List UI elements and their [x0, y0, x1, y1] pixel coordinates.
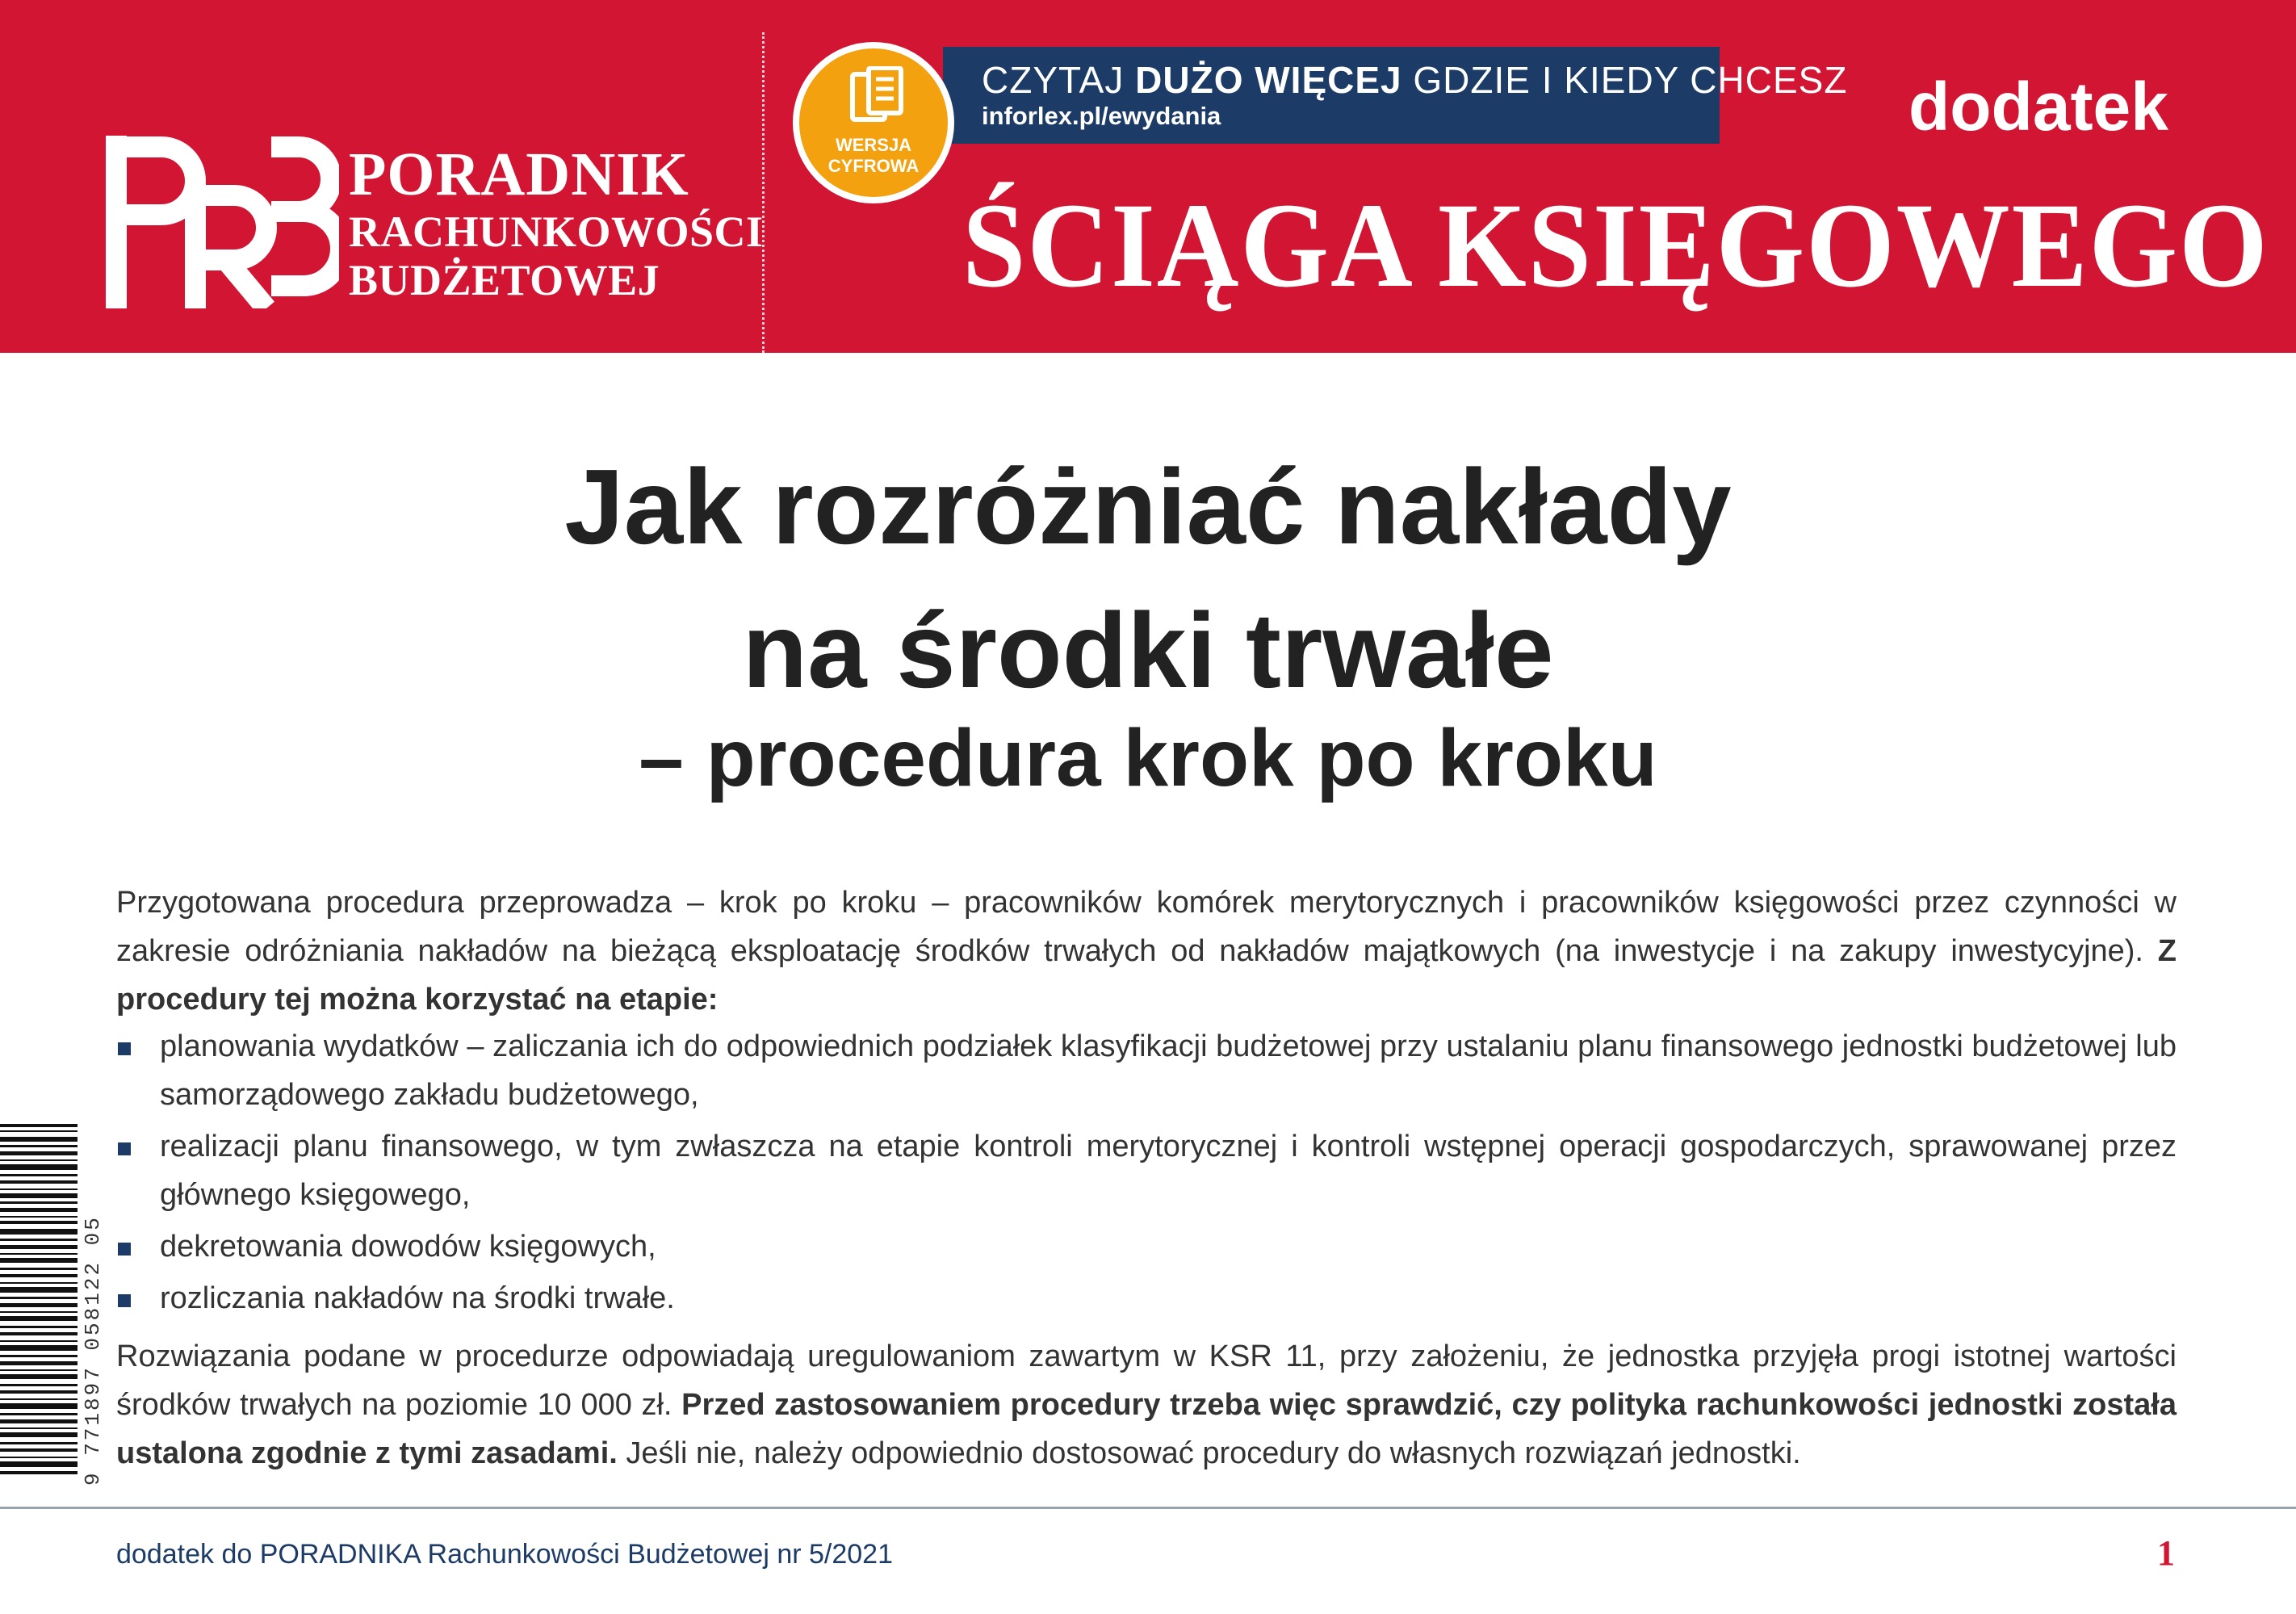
list-item: rozliczania nakładów na środki trwałe. [116, 1274, 2177, 1323]
list-item: dekretowania dowodów księgowych, [116, 1222, 2177, 1271]
promo-url-link[interactable]: inforlex.pl/ewydania [982, 102, 1221, 130]
header-divider [762, 32, 765, 353]
bullet-square-icon [118, 1294, 131, 1307]
document-pages-icon [849, 66, 906, 131]
supplement-label: dodatek [1908, 69, 2168, 145]
logo-line-3: BUDŻETOWEJ [349, 256, 660, 304]
stage-list [116, 1022, 2177, 1326]
bullet-square-icon [118, 1042, 131, 1055]
closing-paragraph: Rozwiązania podane w procedurze odpowiadają uregulowaniom zawartym w KSR 11, przy założeniu, że jednostka przyjęła progi istotnej wartości środków trwałych na poziomie 10 000 zł. Przed zastosowaniem procedury trzeba więc sprawdzić, czy polityka rachunkowości jednostki została ustalona zgodnie z tymi zasadami. Jeśli nie, należy odpowiednio dostosować procedury do własnych rozwiązań jednostki. [116, 1339, 2177, 1470]
logo-line-1: PORADNIK [349, 140, 689, 208]
list-item: realizacji planu finansowego, w tym zwłaszcza na etapie kontroli merytorycznej i kontroli wstępnej operacji gospodarczych, sprawowanej przez głównego księgowego, [116, 1122, 2177, 1219]
badge-line-1: WERSJA [835, 135, 912, 155]
digital-promo-bar[interactable] [943, 47, 1848, 144]
promo-headline: CZYTAJ DUŻO WIĘCEJ GDZIE I KIEDY CHCESZ [982, 59, 1848, 101]
page-number: 1 [2157, 1533, 2175, 1573]
closing-bold: Przed zastosowaniem procedury trzeba więc sprawdzić, czy polityka rachunkowości jednostki została ustalona zgodnie z tymi zasadami. [116, 1388, 2177, 1470]
logo-line-2: RACHUNKOWOŚCI [349, 208, 764, 256]
digital-version-badge[interactable] [793, 42, 954, 203]
list-item: planowania wydatków – zaliczania ich do odpowiednich podziałek klasyfikacji budżetowej przy ustalaniu planu finansowego jednostki budżetowej lub samorządowego zakładu budżetowego, [116, 1022, 2177, 1119]
page-subtitle: – procedura krok po kroku [639, 713, 1657, 803]
footer-source: dodatek do PORADNIKA Rachunkowości Budżetowej nr 5/2021 [116, 1539, 893, 1570]
footer-divider [0, 1507, 2296, 1509]
bullet-square-icon [118, 1243, 131, 1256]
barcode-digits: 9 771897 058122 05 [81, 1215, 105, 1486]
bullet-square-icon [118, 1142, 131, 1155]
intro-paragraph: Przygotowana procedura przeprowadza – krok po kroku – pracowników komórek merytorycznych i pracowników księgowości przez czynności w zakresie odróżniania nakładów na bieżącą eksploatację środków trwałych od nakładów majątkowych (na inwestycje i na zakupy inwestycyjne). Z procedury tej można korzystać na etapie: [116, 886, 2177, 1017]
supplement-title: ŚCIĄGA KSIĘGOWEGO [962, 178, 2269, 312]
page-title-line-1: Jak rozróżniać nakłady [564, 447, 1732, 566]
header-banner [0, 0, 2296, 353]
badge-line-2: CYFROWA [827, 156, 920, 176]
logo-wordmark [349, 140, 764, 304]
page-title-line-2: na środki trwałe [742, 591, 1554, 710]
prb-logo-mark [105, 136, 339, 308]
barcode-image [0, 1124, 78, 1479]
intro-bold: Z procedury tej można korzystać na etapie: [116, 934, 2177, 1017]
